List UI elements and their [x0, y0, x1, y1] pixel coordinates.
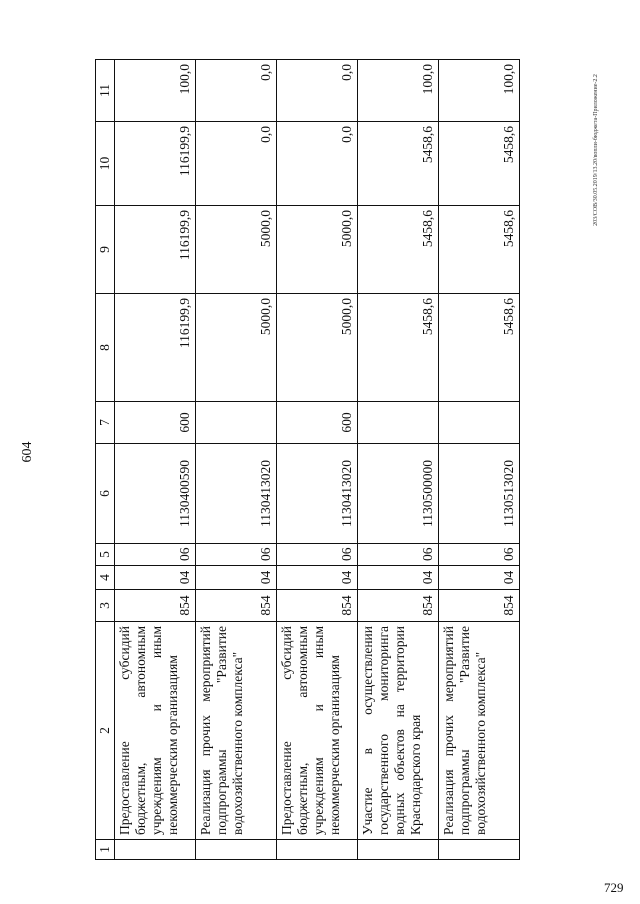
cell-value-10: 116199,9 [115, 122, 196, 206]
cell-section: 04 [358, 566, 439, 590]
cell-index [277, 840, 358, 860]
cell-expense-type [439, 402, 520, 444]
cell-value-11: 0,0 [277, 60, 358, 122]
cell-value-8: 5458,6 [439, 294, 520, 402]
cell-section: 04 [277, 566, 358, 590]
cell-value-10: 5458,6 [439, 122, 520, 206]
cell-value-10: 5458,6 [358, 122, 439, 206]
cell-name-text: Предоставление субсидий бюджетным, автономным учреждениям и иным некоммерческим организациям [279, 626, 342, 835]
header-cell: 4 [96, 566, 115, 590]
page-number-top: 604 [20, 441, 35, 463]
cell-value-10: 0,0 [277, 122, 358, 206]
header-cell: 11 [96, 60, 115, 122]
cell-value-9: 5000,0 [277, 206, 358, 294]
table-row [115, 60, 196, 860]
rotated-table-container [95, 60, 600, 860]
table-row [439, 60, 520, 860]
cell-value-11: 0,0 [196, 60, 277, 122]
header-cell: 6 [96, 444, 115, 544]
table-row [358, 60, 439, 860]
header-cell: 1 [96, 840, 115, 860]
cell-value-8: 5458,6 [358, 294, 439, 402]
cell-value-11: 100,0 [115, 60, 196, 122]
cell-name-text: Реализация прочих мероприятий подпрограммы "Развитие водохозяйственного комплекса" [441, 626, 488, 835]
table-row [277, 60, 358, 860]
cell-ministry: 854 [115, 590, 196, 622]
cell-target-article: 1130500000 [358, 444, 439, 544]
cell-target-article: 1130413020 [196, 444, 277, 544]
cell-value-11: 100,0 [358, 60, 439, 122]
cell-subsection: 06 [439, 544, 520, 566]
cell-value-8: 5000,0 [277, 294, 358, 402]
table-row [196, 60, 277, 860]
budget-table [95, 59, 520, 860]
cell-subsection: 06 [277, 544, 358, 566]
sheet-number: 729 [604, 880, 624, 895]
cell-name [358, 622, 439, 840]
cell-ministry: 854 [277, 590, 358, 622]
cell-value-8: 116199,9 [115, 294, 196, 402]
cell-index [358, 840, 439, 860]
document-footer-code: 203/СОВ/30.05.2019/13.20/вопли-бюджета-Приложение-2.2 [593, 74, 599, 226]
cell-name-text: Участие в осуществлении государственного мониторинга водных объектов на территории Краснодарского края [360, 626, 423, 835]
cell-section: 04 [439, 566, 520, 590]
cell-expense-type: 600 [115, 402, 196, 444]
cell-value-8: 5000,0 [196, 294, 277, 402]
cell-target-article: 1130400590 [115, 444, 196, 544]
cell-subsection: 06 [115, 544, 196, 566]
cell-ministry: 854 [358, 590, 439, 622]
cell-value-9: 116199,9 [115, 206, 196, 294]
header-cell: 5 [96, 544, 115, 566]
cell-name-text: Предоставление субсидий бюджетным, автономным учреждениям и иным некоммерческим организациям [117, 626, 180, 835]
cell-value-9: 5000,0 [196, 206, 277, 294]
cell-subsection: 06 [196, 544, 277, 566]
cell-value-11: 100,0 [439, 60, 520, 122]
cell-expense-type: 600 [277, 402, 358, 444]
cell-value-10: 0,0 [196, 122, 277, 206]
cell-value-9: 5458,6 [439, 206, 520, 294]
header-cell: 10 [96, 122, 115, 206]
cell-section: 04 [115, 566, 196, 590]
cell-name [277, 622, 358, 840]
cell-name [115, 622, 196, 840]
cell-name [439, 622, 520, 840]
cell-target-article: 1130413020 [277, 444, 358, 544]
cell-section: 04 [196, 566, 277, 590]
cell-value-9: 5458,6 [358, 206, 439, 294]
cell-name-text: Реализация прочих мероприятий подпрограммы "Развитие водохозяйственного комплекса" [198, 626, 245, 835]
cell-index [115, 840, 196, 860]
cell-subsection: 06 [358, 544, 439, 566]
cell-expense-type [196, 402, 277, 444]
cell-name [196, 622, 277, 840]
header-cell: 8 [96, 294, 115, 402]
table-header-row [96, 60, 115, 860]
header-cell: 7 [96, 402, 115, 444]
cell-expense-type [358, 402, 439, 444]
cell-target-article: 1130513020 [439, 444, 520, 544]
cell-ministry: 854 [196, 590, 277, 622]
cell-ministry: 854 [439, 590, 520, 622]
header-cell: 2 [96, 622, 115, 840]
header-cell: 9 [96, 206, 115, 294]
cell-index [439, 840, 520, 860]
header-cell: 3 [96, 590, 115, 622]
cell-index [196, 840, 277, 860]
